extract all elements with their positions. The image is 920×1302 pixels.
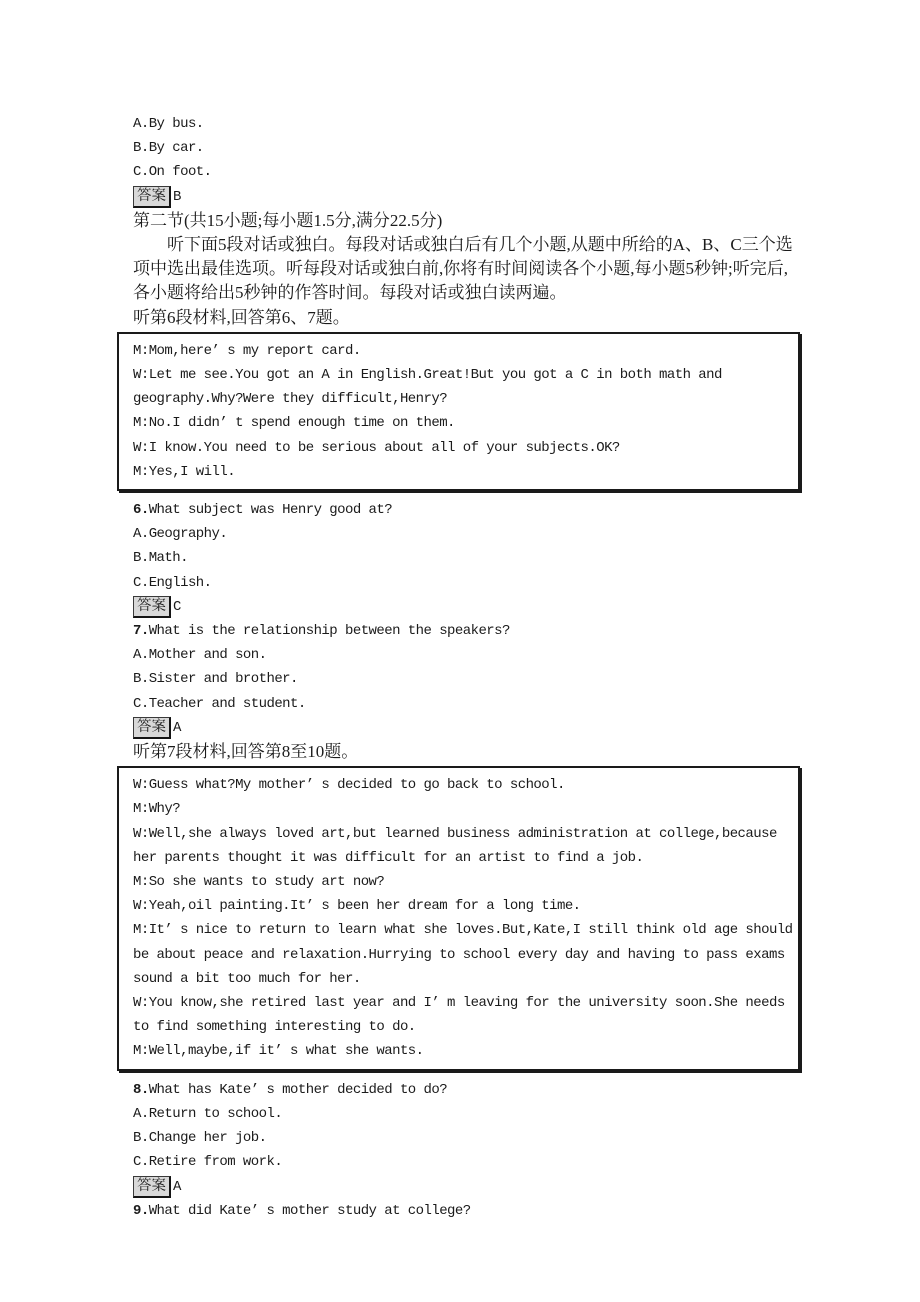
question-number: 6. (133, 502, 149, 519)
option-line: A.Return to school. (133, 1105, 283, 1122)
dialog-line: W:Let me see.You got an A in English.Great!But you got a C in both math and (133, 367, 722, 384)
question-line (133, 1078, 800, 1102)
dialog-line: be about peace and relaxation.Hurrying to school every day and having to pass exams (133, 946, 785, 963)
material-lead: 听第6段材料,回答第6、7题。 (133, 307, 350, 327)
question-line (133, 498, 800, 522)
instructions-paragraph: 听下面5段对话或独白。每段对话或独白后有几个小题,从题中所给的A、B、C三个选项中选出最佳选项。听每段对话或独白前,你将有时间阅读各个小题,每小题5秒钟;听完后,各小题将给出5秒钟的作答时间。每段对话或独白读两遍。 (133, 235, 793, 303)
answer-label: 答案 (133, 186, 171, 208)
dialog-line: M:Why? (133, 801, 181, 818)
option-line: A.Geography. (133, 526, 228, 543)
answer-label: 答案 (133, 596, 171, 618)
option-line: B.Change her job. (133, 1130, 267, 1147)
dialog-line: M:It’ s nice to return to learn what she loves.But,Kate,I still think old age should (133, 922, 793, 939)
answer-row (133, 1174, 800, 1198)
question-number: 9. (133, 1202, 149, 1219)
option-line: C.English. (133, 574, 212, 591)
option-line: C.Retire from work. (133, 1154, 283, 1171)
question-line (133, 1199, 800, 1223)
option-line: B.Math. (133, 550, 188, 567)
section-heading: 第二节(共15小题;每小题1.5分,满分22.5分) (133, 210, 443, 230)
answer-row (133, 185, 800, 209)
option-line: A.Mother and son. (133, 647, 267, 664)
question-line (133, 619, 800, 643)
exam-page (133, 112, 800, 1223)
question-text: What subject was Henry good at? (148, 502, 393, 519)
answer-value: A (173, 1178, 181, 1195)
answer-value: A (173, 719, 181, 736)
question-text: What is the relationship between the speakers? (148, 623, 510, 640)
dialog-line: W:You know,she retired last year and I’ m leaving for the university soon.She needs (133, 995, 785, 1012)
question-text: What has Kate’ s mother decided to do? (148, 1081, 448, 1098)
dialog-line: geography.Why?Were they difficult,Henry? (133, 391, 448, 408)
dialog-line: M:Well,maybe,if it’ s what she wants. (133, 1043, 424, 1060)
question-number: 8. (133, 1081, 149, 1098)
dialog-line: her parents thought it was difficult for an artist to find a job. (133, 849, 644, 866)
dialog-box (117, 332, 800, 491)
dialog-line: M:Mom,here’ s my report card. (133, 342, 361, 359)
option-line: A.By bus. (133, 116, 204, 132)
option-line: B.By car. (133, 140, 204, 157)
dialog-line: sound a bit too much for her. (133, 970, 361, 987)
material-lead: 听第7段材料,回答第8至10题。 (133, 742, 359, 762)
dialog-line: W:Yeah,oil painting.It’ s been her dream for a long time. (133, 898, 581, 915)
answer-row (133, 595, 800, 619)
dialog-line: M:So she wants to study art now? (133, 874, 385, 891)
answer-row (133, 716, 800, 740)
dialog-line: W:Well,she always loved art,but learned business administration at college,because (133, 825, 777, 842)
option-line: C.Teacher and student. (133, 695, 306, 712)
dialog-line: to find something interesting to do. (133, 1019, 416, 1036)
option-line: B.Sister and brother. (133, 671, 298, 688)
dialog-line: M:Yes,I will. (133, 463, 236, 480)
answer-value: C (173, 598, 181, 615)
dialog-line: M:No.I didn’ t spend enough time on them. (133, 415, 455, 432)
dialog-line: W:Guess what?My mother’ s decided to go back to school. (133, 777, 565, 794)
answer-value: B (173, 188, 181, 205)
answer-label: 答案 (133, 717, 171, 739)
dialog-line: W:I know.You need to be serious about all of your subjects.OK? (133, 439, 620, 456)
dialog-box (117, 766, 800, 1070)
answer-label: 答案 (133, 1176, 171, 1198)
question-text: What did Kate’ s mother study at college? (148, 1202, 471, 1219)
question-number: 7. (133, 623, 149, 640)
option-line: C.On foot. (133, 164, 212, 181)
